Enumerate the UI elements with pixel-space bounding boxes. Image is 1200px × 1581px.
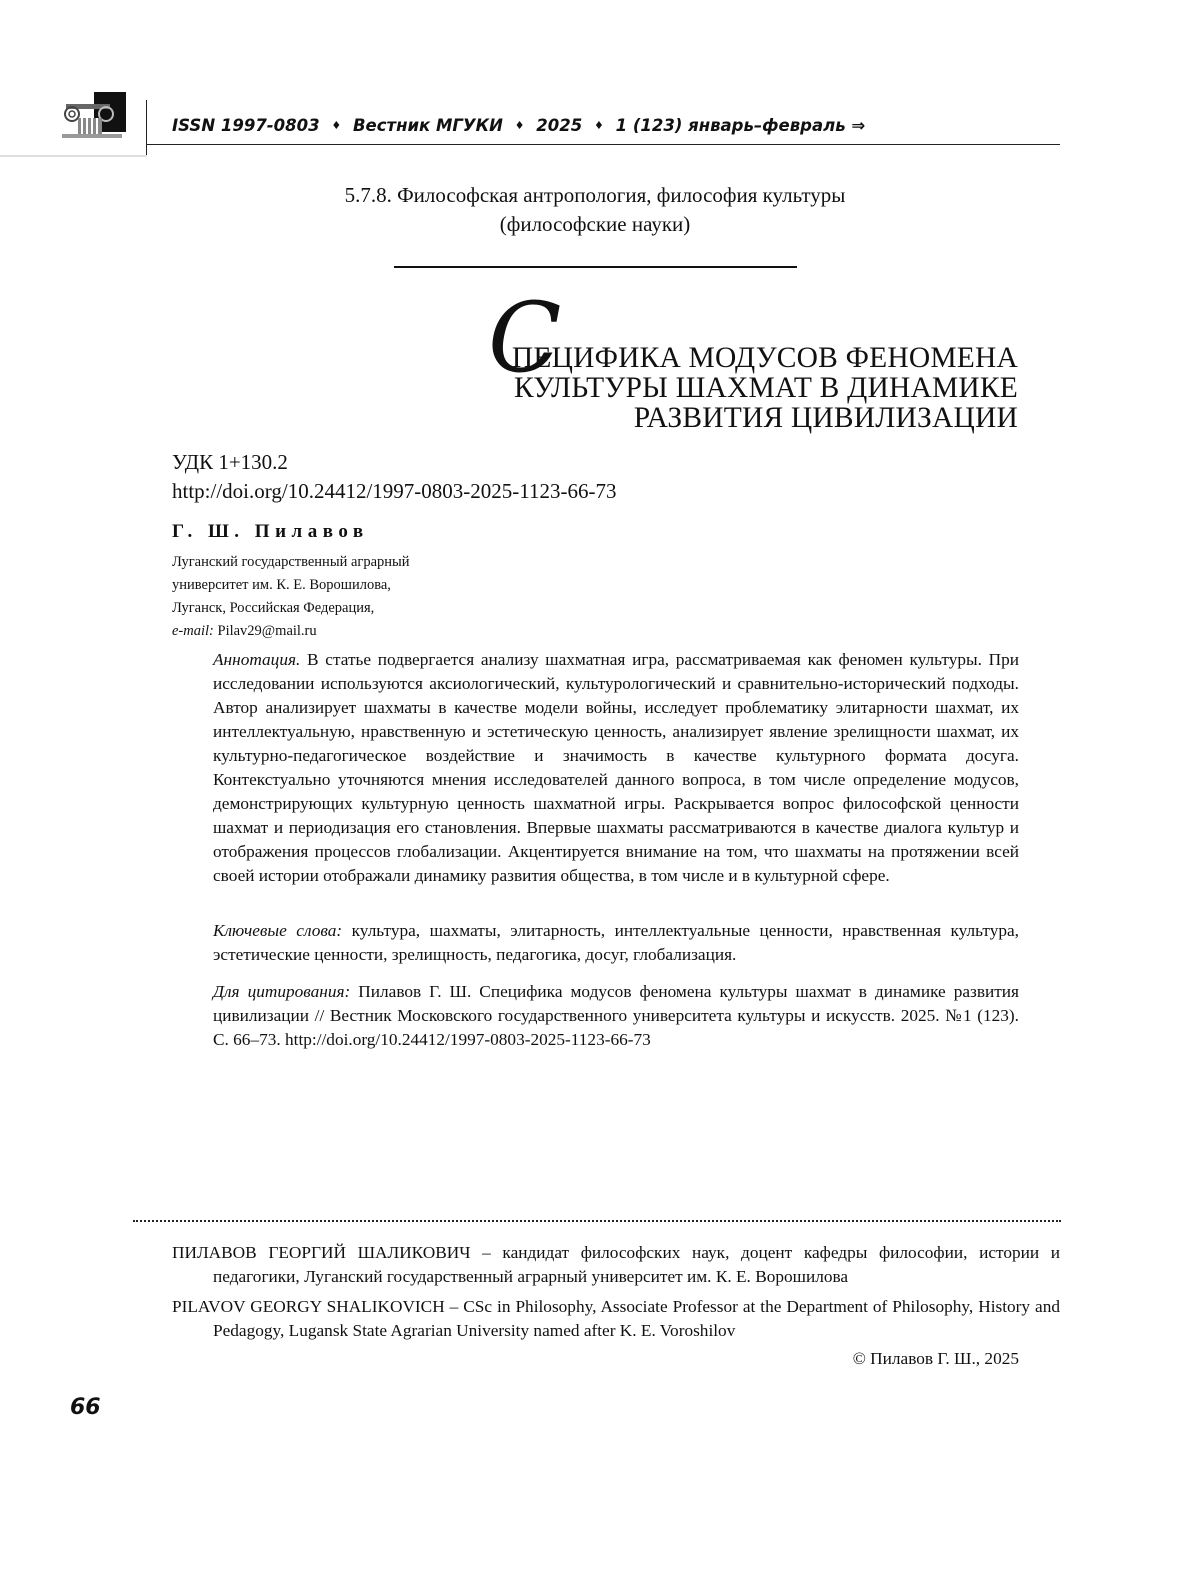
abstract-label: Аннотация. [213, 650, 301, 669]
title-line-2: КУЛЬТУРЫ ШАХМАТ В ДИНАМИКЕ [513, 372, 1018, 404]
keywords-label: Ключевые слова: [213, 921, 343, 940]
header-horizontal-rule [146, 144, 1060, 145]
arrow-right-icon: ⇒ [851, 116, 866, 135]
header-vertical-rule [146, 100, 147, 157]
affiliation-line-2: университет им. К. Е. Ворошилова, [172, 577, 391, 593]
author-bio-ru: ПИЛАВОВ ГЕОРГИЙ ШАЛИКОВИЧ – кандидат философских наук, доцент кафедры философии, истории и педагогики, Луганский государственный аграрный университет им. К. Е. Ворошилова [172, 1243, 1060, 1286]
section-rule [394, 266, 797, 268]
author-email-row [172, 620, 410, 643]
journal-name: Вестник МГУКИ [352, 116, 503, 135]
affiliation-line-3: Луганск, Российская Федерация, [172, 600, 375, 616]
copyright: © Пилавов Г. Ш., 2025 [852, 1349, 1019, 1368]
journal-issue: 1 (123) январь–февраль [615, 116, 846, 135]
title-drop-cap: С [488, 282, 562, 394]
doi-link[interactable]: http://doi.org/10.24412/1997-0803-2025-1123-66-73 [172, 479, 617, 503]
journal-logo-icon [62, 92, 126, 140]
abstract-text: В статье подвергается анализу шахматная игра, рассматриваемая как феномен культуры. При исследовании используются аксиологический, культурологический и сравнительно-исторический подходы. Автор анализирует шахматы в качестве модели войны, исследует проблематику элитарности шахмат, их интеллектуальную, нравственную и эстетическую ценность, анализирует явление зрелищности шахмат, их культурно-педагогическое воздействие и значимость в качестве культурного формата досуга. Контекстуально уточняются мнения исследователей данного вопроса, в том числе определение модусов, демонстрирующих культурную ценность шахматной игры. Раскрывается вопрос философской ценности шахмат и периодизация его становления. Впервые шахматы рассматриваются в качестве диалога культур и отображения процессов глобализации. Акцентируется внимание на том, что шахматы на протяжении всей своей истории отображали динамику развития общества, в том числе и в культурной сфере. [213, 650, 1019, 885]
email-label: e-mail: [172, 623, 214, 639]
footnote-divider [133, 1220, 1061, 1222]
author-name: Г. Ш. Пилавов [172, 521, 369, 542]
title-line-3: РАЗВИТИЯ ЦИВИЛИЗАЦИИ [633, 402, 1018, 434]
article-title [460, 343, 1018, 433]
affiliation-line-1: Луганский государственный аграрный [172, 554, 410, 570]
author-affiliation [172, 551, 410, 643]
keywords [213, 919, 1019, 967]
udc-code: УДК 1+130.2 [172, 450, 288, 474]
citation-label: Для цитирования: [213, 982, 351, 1001]
page-number: 66 [70, 1395, 101, 1420]
section-line-1: 5.7.8. Философская антропология, философия культуры [344, 183, 846, 207]
title-line-1: ПЕЦИФИКА МОДУСОВ ФЕНОМЕНА [511, 342, 1018, 374]
citation-text: Пилавов Г. Ш. Специфика модусов феномена культуры шахмат в динамике развития цивилизации // Вестник Московского государственного университета культуры и искусств. 2025. №1 (123). С. 66–73. http://doi.org/10.24412/1997-0803-2025-1123-66-73 [213, 982, 1020, 1049]
section-line-2: (философские науки) [499, 212, 691, 236]
issn: ISSN 1997-0803 [172, 116, 320, 135]
header-shadow-rule [0, 155, 147, 157]
author-bio-en: PILAVOV GEORGY SHALIKOVICH – CSc in Philosophy, Associate Professor at the Department of Philosophy, History and Pedagogy, Lugansk State Agrarian University named after K. E. Voroshilov [172, 1297, 1060, 1340]
running-head [172, 116, 1052, 135]
separator-icon: ♦ [331, 119, 342, 132]
separator-icon: ♦ [514, 119, 525, 132]
author-email[interactable]: Pilav29@mail.ru [217, 623, 317, 639]
section-heading [200, 181, 990, 239]
keywords-text: культура, шахматы, элитарность, интеллектуальные ценности, нравственная культура, эстетические ценности, зрелищность, педагогика, досуг, глобализация. [213, 921, 1020, 964]
separator-icon: ♦ [593, 119, 604, 132]
abstract [213, 648, 1019, 888]
citation [213, 980, 1019, 1052]
journal-year: 2025 [536, 116, 583, 135]
